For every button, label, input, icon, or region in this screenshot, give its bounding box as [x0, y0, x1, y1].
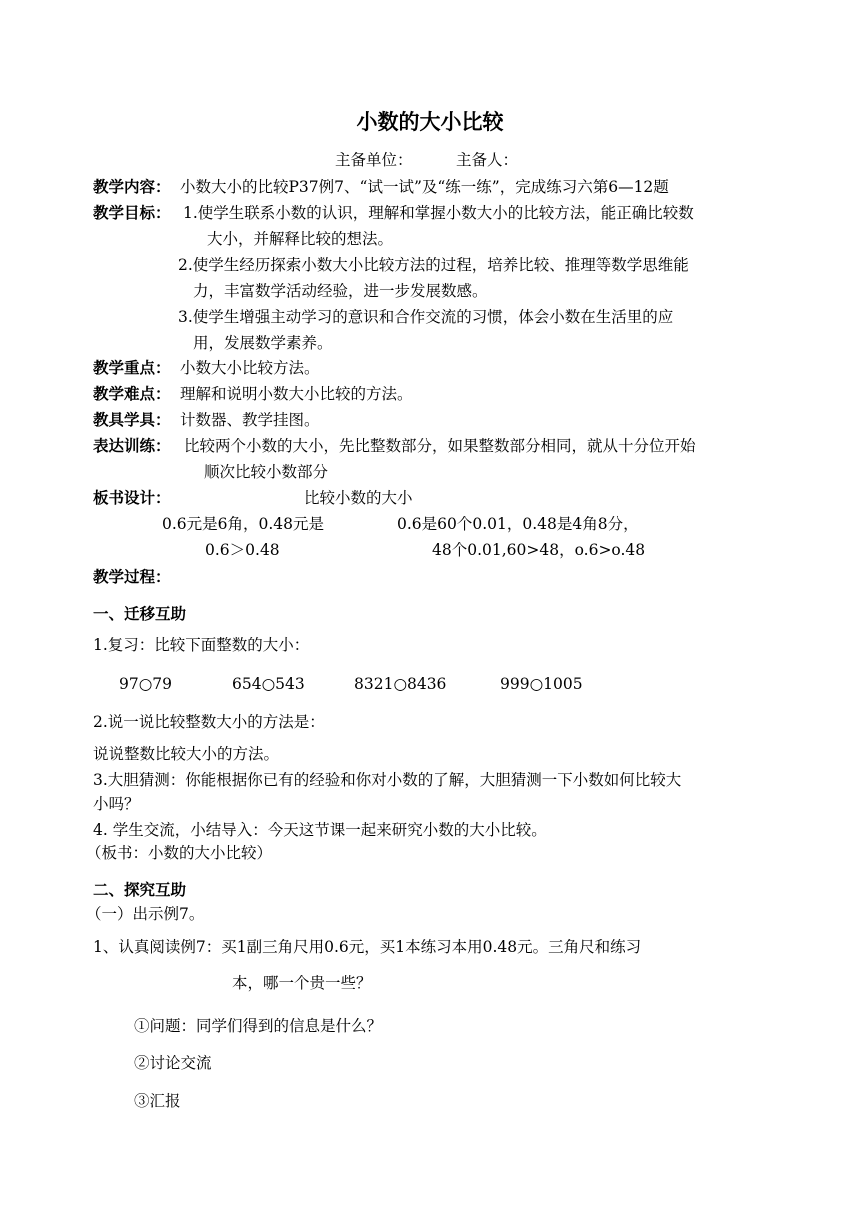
- key-label: 教学重点：: [93, 359, 171, 377]
- section2-sub1: （一）出示例7。: [86, 905, 205, 923]
- tools-label: 教具学具：: [93, 411, 171, 429]
- comparison-3: 8321○8436: [354, 675, 447, 693]
- process-label: 教学过程：: [93, 568, 171, 586]
- content-label: 教学内容：: [93, 178, 171, 196]
- section1-item4: 4. 学生交流，小结导入：今天这节课一起来研究小数的大小比较。: [93, 821, 547, 839]
- goal2-line1: 2.使学生经历探索小数大小比较方法的过程，培养比较、推理等数学思维能: [178, 256, 689, 274]
- section1-item2-sub: 说说整数比较大小的方法。: [93, 745, 280, 763]
- comparison-1: 97○79: [119, 675, 172, 693]
- board-left-line2: 0.6＞0.48: [205, 541, 280, 559]
- section2-example-line1: 1、认真阅读例7：买1副三角尺用0.6元，买1本练习本用0.48元。三角尺和练习: [93, 938, 642, 956]
- comparison-2: 654○543: [232, 675, 305, 693]
- section1-item4-note: （板书：小数的大小比较）: [86, 844, 273, 862]
- section2-example-line2: 本，哪一个贵一些？: [232, 974, 372, 992]
- difficulty-label: 教学难点：: [93, 385, 171, 403]
- goal2-line2: 力，丰富数学活动经验，进一步发展数感。: [193, 282, 488, 300]
- goals-label: 教学目标：: [93, 204, 171, 222]
- goal1-line2: 大小，并解释比较的想法。: [207, 230, 394, 248]
- section1-item3-line2: 小吗？: [93, 795, 140, 813]
- section1-item3-line1: 3.大胆猜测：你能根据你已有的经验和你对小数的了解，大胆猜测一下小数如何比较大: [93, 771, 682, 789]
- board-right-line1: 0.6是60个0.01，0.48是4角8分，: [397, 515, 639, 533]
- goal3-line1: 3.使学生增强主动学习的意识和合作交流的习惯，体会小数在生活里的应: [178, 308, 674, 326]
- page-title: 小数的大小比较: [356, 110, 504, 134]
- header-author-label: 主备人：: [456, 151, 519, 169]
- difficulty-text: 理解和说明小数大小比较的方法。: [180, 385, 413, 403]
- board-right-line2: 48个0.01,60>48，o.6>o.48: [432, 541, 646, 559]
- expression-line1: 比较两个小数的大小，先比整数部分，如果整数部分相同，就从十分位开始: [184, 437, 696, 455]
- section2-question-2: ②讨论交流: [134, 1054, 212, 1072]
- section1-item1: 1.复习：比较下面整数的大小：: [93, 636, 310, 654]
- tools-text: 计数器、教学挂图。: [180, 411, 320, 429]
- section2-question-1: ①问题：同学们得到的信息是什么？: [134, 1017, 383, 1035]
- comparison-row: [0, 674, 860, 694]
- section1-item2: 2.说一说比较整数大小的方法是：: [93, 713, 325, 731]
- expression-line2: 顺次比较小数部分: [204, 463, 329, 481]
- section2-heading: 二、探究互助: [93, 881, 187, 899]
- content-text: 小数大小的比较P37例7、“试一试”及“练一练”，完成练习六第6—12题: [180, 178, 669, 196]
- section2-question-3: ③汇报: [134, 1092, 181, 1110]
- goal3-line2: 用，发展数学素养。: [193, 334, 333, 352]
- key-text: 小数大小比较方法。: [180, 359, 320, 377]
- board-left-line1: 0.6元是6角，0.48元是: [162, 515, 325, 533]
- board-center-title: 比较小数的大小: [304, 489, 413, 507]
- header-unit-label: 主备单位：: [335, 151, 413, 169]
- goal1-line1: 1.使学生联系小数的认识，理解和掌握小数大小的比较方法，能正确比较数: [183, 204, 694, 222]
- expression-label: 表达训练：: [93, 437, 171, 455]
- board-label: 板书设计：: [93, 489, 171, 507]
- section1-heading: 一、迁移互助: [93, 605, 187, 623]
- comparison-4: 999○1005: [500, 675, 583, 693]
